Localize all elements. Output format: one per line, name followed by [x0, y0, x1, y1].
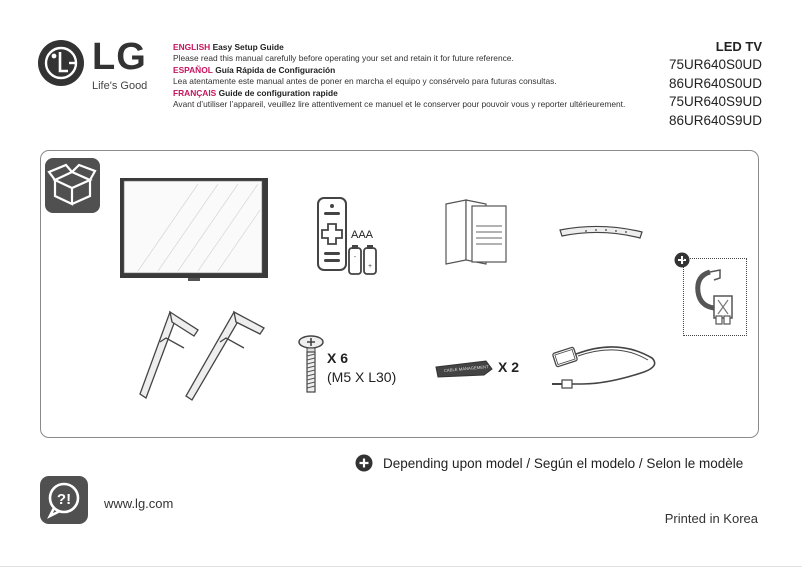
intro-heading-en: ENGLISH Easy Setup Guide — [173, 42, 284, 52]
remote-control-illustration — [316, 196, 352, 272]
brand-name: LG — [92, 36, 147, 78]
intro-text-fr: Avant d’utiliser l’appareil, veuillez lire attentivement ce manuel et le conserver pour pouvoir vous y reporter ultérieurement. — [173, 99, 626, 110]
intro-text-en: Please read this manual carefully before operating your set and retain it for future reference. — [173, 53, 514, 64]
printed-in: Printed in Korea — [664, 511, 758, 526]
screw-illustration — [296, 334, 326, 396]
svg-text:-: - — [353, 254, 357, 261]
brand-tagline: Life's Good — [92, 80, 148, 92]
model-number: 86UR640S0UD — [668, 75, 762, 91]
ir-cable-illustration — [548, 344, 660, 398]
cable-clamp-illustration — [690, 266, 742, 328]
tv-bar-illustration — [556, 222, 646, 244]
batteries-illustration — [348, 244, 378, 276]
help-chat-icon — [40, 476, 88, 524]
stand-legs-illustration — [136, 308, 271, 404]
cable-holder-illustration — [434, 355, 494, 381]
website-link[interactable]: www.lg.com — [104, 496, 174, 511]
page-divider — [0, 566, 802, 567]
model-number: 86UR640S9UD — [668, 112, 762, 128]
lg-logo-icon — [38, 40, 84, 86]
open-box-icon — [45, 158, 100, 213]
tv-illustration — [118, 176, 270, 284]
battery-type-label: AAA — [351, 229, 374, 241]
svg-text:?!: ?! — [56, 491, 72, 508]
manuals-illustration — [442, 196, 510, 268]
model-number: 75UR640S9UD — [668, 94, 762, 110]
cable-holder-quantity: X 2 — [498, 359, 520, 375]
intro-text-es: Lea atentamente este manual antes de poner en marcha el equipo y consérvelo para futuras consultas. — [173, 76, 557, 87]
model-note — [355, 454, 743, 472]
svg-text:+: + — [367, 263, 373, 270]
screw-quantity: X 6 — [327, 350, 349, 366]
cable-holder-print: CABLE MANAGEMENT — [443, 364, 489, 373]
intro-heading-fr: FRANÇAIS Guide de configuration rapide — [173, 87, 338, 98]
product-header — [669, 38, 762, 130]
language-intro — [173, 42, 643, 110]
model-note-text: Depending upon model / Según el modelo / Selon le modèle — [383, 455, 744, 471]
screw-spec: (M5 X L30) — [327, 369, 397, 385]
model-number: 75UR640S0UD — [668, 57, 762, 73]
intro-heading-es: ESPAÑOL Guía Rápida de Configuración — [173, 64, 336, 75]
product-type: LED TV — [715, 39, 762, 54]
plus-circle-icon — [355, 454, 373, 472]
